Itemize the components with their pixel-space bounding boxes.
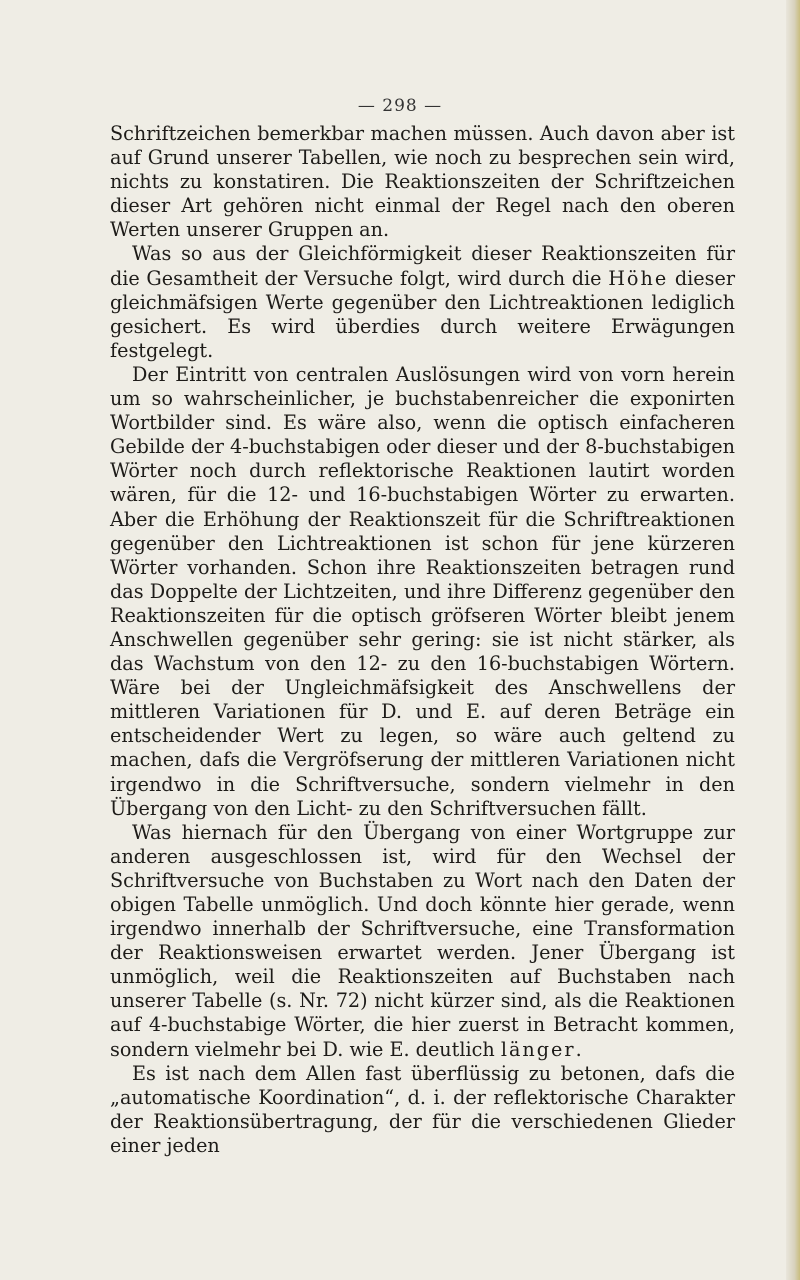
paragraph-4-text-end: .	[575, 1037, 582, 1061]
paragraph-1: Schriftzeichen bemerkbar machen müssen. Auch davon aber ist auf Grund unserer Tabellen, wie noch zu besprechen sein wird, nichts zu konstatiren. Die Reaktionszeiten der Schriftzeichen dieser Art gehören nicht einmal der Regel nach den oberen Werten unserer Gruppen an.	[110, 122, 735, 242]
paragraph-4-emphasis: länger	[500, 1037, 576, 1061]
paragraph-2-text-start: Was so aus der Gleichförmigkeit dieser Reaktionszeiten für die Gesamtheit der Versuche folgt, wird durch die	[110, 242, 735, 290]
paragraph-2-text-end: dieser gleichmäfsigen Werte gegenüber den Lichtreaktionen lediglich gesichert. Es wird überdies durch weitere Erwägungen festgelegt.	[110, 266, 735, 362]
page-edge	[786, 0, 800, 1280]
paragraph-2	[110, 242, 735, 362]
body-text	[110, 122, 735, 1158]
paragraph-4-text-start: Was hiernach für den Übergang von einer Wortgruppe zur anderen ausgeschlossen ist, wird für den Wechsel der Schriftversuche von Buchstaben zu Wort nach den Daten der obigen Tabelle unmöglich. Und doch könnte hier gerade, wenn irgendwo innerhalb der Schriftversuche, eine Transformation der Reaktionsweisen erwartet werden. Jener Übergang ist unmöglich, weil die Reaktionszeiten auf Buchstaben nach unserer Tabelle (s. Nr. 72) nicht kürzer sind, als die Reaktionen auf 4-buchstabige Wörter, die hier zuerst in Betracht kommen, sondern vielmehr bei D. wie E. deutlich	[110, 820, 735, 1061]
paragraph-3: Der Eintritt von centralen Auslösungen wird von vorn herein um so wahrscheinlicher, je buchstabenreicher die exponirten Wortbilder sind. Es wäre also, wenn die optisch einfacheren Gebilde der 4-buchstabigen oder dieser und der 8-buchstabigen Wörter noch durch reflektorische Reaktionen lautirt worden wären, für die 12- und 16-buchstabigen Wörter zu erwarten. Aber die Erhöhung der Reaktionszeit für die Schriftreaktionen gegenüber den Lichtreaktionen ist schon für jene kürzeren Wörter vorhanden. Schon ihre Reaktionszeiten betragen rund das Doppelte der Lichtzeiten, und ihre Differenz gegenüber den Reaktionszeiten für die optisch gröfseren Wörter bleibt jenem Anschwellen gegenüber sehr gering: sie ist nicht stärker, als das Wachstum von den 12- zu den 16-buchstabigen Wörtern. Wäre bei der Ungleichmäfsigkeit des Anschwellens der mittleren Variationen für D. und E. auf deren Beträge ein entscheidender Wert zu legen, so wäre auch geltend zu machen, dafs die Vergröfserung der mittleren Variationen nicht irgendwo in die Schriftversuche, sondern vielmehr in den Übergang von den Licht- zu den Schriftversuchen fällt.	[110, 362, 735, 820]
page-number: — 298 —	[357, 96, 443, 116]
paragraph-2-emphasis: Höhe	[608, 266, 669, 290]
paragraph-5: Es ist nach dem Allen fast überflüssig zu betonen, dafs die „automatische Koordination“, d. i. der reflektorische Charakter der Reaktionsübertragung, der für die verschiedenen Glieder einer jeden	[110, 1061, 735, 1157]
paragraph-4	[110, 821, 735, 1062]
